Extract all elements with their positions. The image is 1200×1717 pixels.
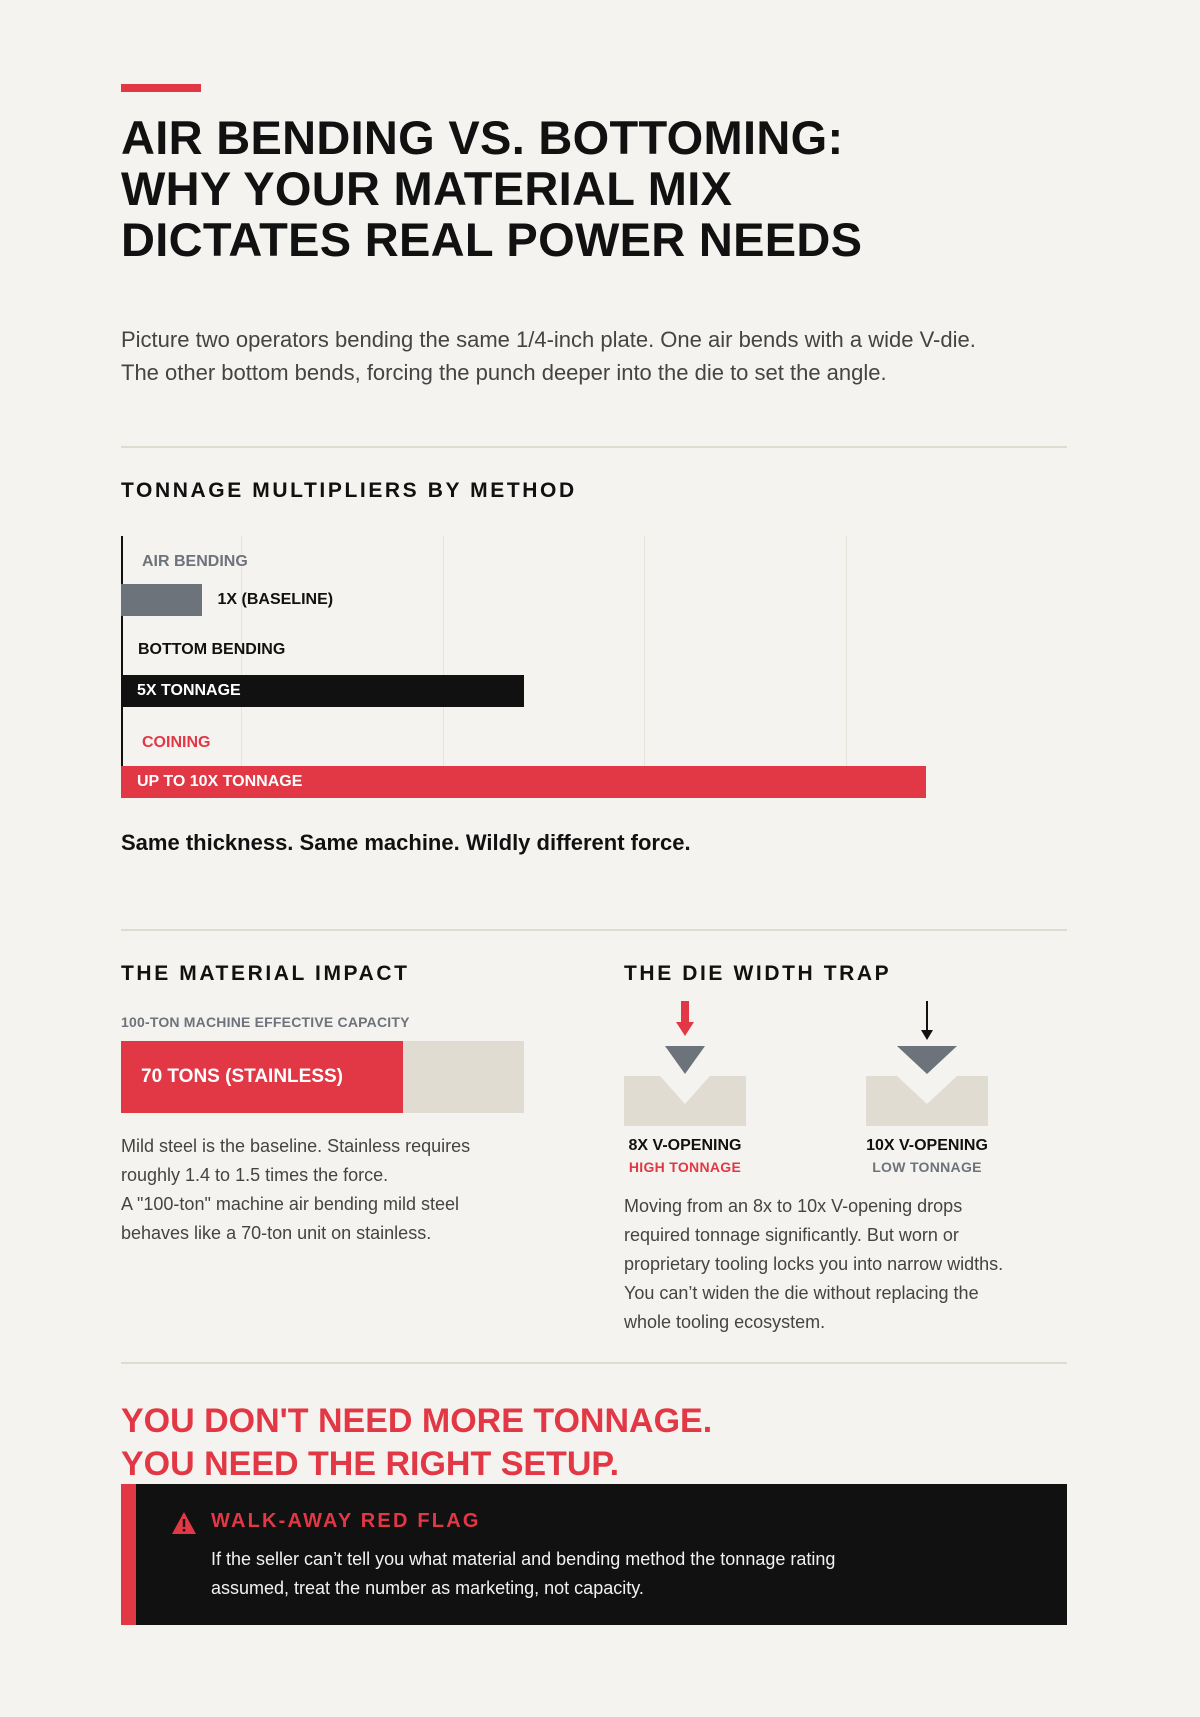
intro-line: Picture two operators bending the same 1/4-inch plate. One air bends with a wide V-die. (121, 327, 976, 352)
bar-value-label-air-bending: 1X (BASELINE) (217, 591, 334, 608)
red-flag-title: WALK-AWAY RED FLAG (211, 1510, 481, 1532)
red-flag-body (211, 1545, 911, 1603)
die-8x (624, 1000, 746, 1175)
title-line: AIR BENDING VS. BOTTOMING: (121, 111, 844, 164)
die-block (866, 1076, 988, 1126)
die-label: 10X V-OPENING (866, 1137, 988, 1154)
punch-arrow-black-icon (866, 1000, 988, 1076)
body-line: You can’t widen the die without replacing the (624, 1283, 979, 1303)
bar-value-label-coining: UP TO 10X TONNAGE (137, 773, 303, 790)
body-line: roughly 1.4 to 1.5 times the force. (121, 1165, 389, 1185)
title-line: WHY YOUR MATERIAL MIX (121, 162, 733, 215)
punchline (121, 1400, 1021, 1486)
die-10x (866, 1000, 988, 1175)
category-label-bottom-bending: BOTTOM BENDING (138, 641, 286, 658)
body-line: assumed, treat the number as marketing, not capacity. (211, 1578, 644, 1598)
page-title (121, 112, 1021, 265)
die-block (624, 1076, 746, 1126)
die-sublabel: LOW TONNAGE (872, 1159, 982, 1175)
die-label: 8X V-OPENING (628, 1137, 742, 1154)
accent-bar (121, 84, 201, 92)
tonnage-heading: TONNAGE MULTIPLIERS BY METHOD (121, 479, 577, 502)
capacity-bar-fill (121, 1041, 403, 1113)
v-groove-icon (866, 1076, 988, 1126)
category-label-coining: COINING (142, 734, 211, 751)
chart-gridline (644, 536, 645, 778)
intro-line: The other bottom bends, forcing the punch deeper into the die to set the angle. (121, 360, 887, 385)
body-line: behaves like a 70-ton unit on stainless. (121, 1223, 432, 1243)
body-line: whole tooling ecosystem. (624, 1312, 826, 1332)
section-divider (121, 446, 1067, 448)
bar-value-label-bottom-bending: 5X TONNAGE (137, 682, 241, 699)
category-label-air-bending: AIR BENDING (142, 553, 248, 570)
chart-caption: Same thickness. Same machine. Wildly different force. (121, 830, 691, 855)
die-width-body (624, 1192, 1024, 1337)
callout-stripe (121, 1484, 136, 1625)
warning-icon (171, 1511, 197, 1535)
chart-axis (121, 536, 123, 778)
die-sublabel: HIGH TONNAGE (628, 1159, 742, 1175)
body-line: Moving from an 8x to 10x V-opening drops (624, 1196, 963, 1216)
section-divider (121, 929, 1067, 931)
punchline-line: YOU DON'T NEED MORE TONNAGE. (121, 1402, 713, 1440)
material-impact-heading: THE MATERIAL IMPACT (121, 962, 410, 985)
punch-arrow-red-icon (624, 1000, 746, 1076)
bar-coining (121, 766, 926, 798)
body-line: required tonnage significantly. But worn or (624, 1225, 959, 1245)
section-divider (121, 1362, 1067, 1364)
red-flag-callout (121, 1484, 1067, 1625)
capacity-bar-track (121, 1041, 524, 1113)
bar-air-bending (121, 584, 202, 616)
title-line: DICTATES REAL POWER NEEDS (121, 213, 863, 266)
material-impact-body (121, 1132, 521, 1248)
capacity-label: 70 TONS (STAINLESS) (141, 1066, 343, 1087)
bar-bottom-bending (121, 675, 524, 707)
body-line: proprietary tooling locks you into narrow widths. (624, 1254, 1004, 1274)
chart-gridline (846, 536, 847, 778)
capacity-subheading: 100-TON MACHINE EFFECTIVE CAPACITY (121, 1014, 410, 1030)
punchline-line: YOU NEED THE RIGHT SETUP. (121, 1445, 620, 1483)
tonnage-bar-chart (121, 536, 1021, 806)
v-groove-icon (624, 1076, 746, 1126)
die-width-heading: THE DIE WIDTH TRAP (624, 962, 892, 985)
intro-paragraph (121, 323, 1021, 389)
body-line: If the seller can’t tell you what material and bending method the tonnage rating (211, 1549, 836, 1569)
chart-gridline (443, 536, 444, 778)
body-line: Mild steel is the baseline. Stainless requires (121, 1136, 471, 1156)
body-line: A "100-ton" machine air bending mild steel (121, 1194, 459, 1214)
